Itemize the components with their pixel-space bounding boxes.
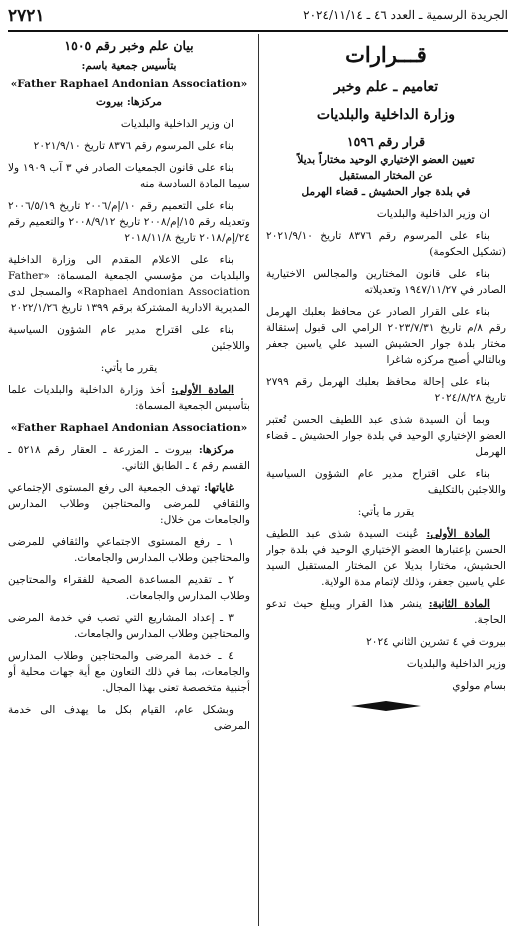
article-label: المادة الأولى: <box>171 384 234 396</box>
article-1 <box>266 526 506 590</box>
signature-date: بيروت في ٤ تشرين الثاني ٢٠٢٤ <box>366 636 506 648</box>
paragraph: ان وزير الداخلية والبلديات <box>120 118 234 130</box>
goals <box>8 480 250 528</box>
paragraph: بناء على قانون الجمعيات الصادر في ٣ آب ١٩٠٩ ولا سيما المادة السادسة منه <box>8 162 250 190</box>
article-1 <box>8 382 250 414</box>
association-hq: مركزها: بيروت <box>96 96 162 108</box>
decision-title-1: تعيين العضو الإختياري الوحيد مختاراً بديلاً <box>297 154 475 166</box>
article-label: المادة الثانية: <box>428 598 490 610</box>
hq-detail <box>8 442 250 474</box>
goals-label: غاياتها: <box>204 482 235 494</box>
goal-item: ٣ ـ إعداد المشاريع التي تصب في خدمة المرضى والمحتاجين وطلاب المدارس والجامعات. <box>8 612 250 640</box>
notice-title: بيان علم وخبر رقم ١٥٠٥ <box>64 38 194 53</box>
paragraph: بناء على القرار الصادر عن محافظ بعلبك الهرمل رقم ٨/م تاريخ ٢٠٢٣/٧/٣١ الرامي الى قبول إستقالة مختار بلدة جوار الحشيش السيد علي ياسين جعفر وبالتالي أصبح مركزه شاغرا <box>266 306 506 366</box>
end-ornament-icon <box>351 700 421 712</box>
association-name: «Father Raphael Andonian Association» <box>10 78 248 90</box>
signature-name: بسام مولوي <box>452 680 506 692</box>
page-number: ٢٧٢١ <box>8 6 45 26</box>
goal-item: وبشكل عام، القيام بكل ما يهدف الى خدمة المرضى <box>8 704 250 732</box>
page-header <box>8 6 508 28</box>
section-heading: قـــرارات <box>345 42 427 67</box>
section-subheading: تعاميم ـ علم وخبر <box>333 79 439 95</box>
paragraph: بناء على المرسوم رقم ٨٣٧٦ تاريخ ٢٠٢١/٩/١٠ <box>33 140 234 152</box>
column-divider <box>258 34 259 926</box>
paragraph: بناء على إحالة محافظ بعلبك الهرمل رقم ٢٧٩٩ تاريخ ٢٠٢٤/٨/٢٨ <box>266 376 506 404</box>
hq-text: بيروت ـ المزرعة ـ العقار رقم ٥٢١٨ ـ القسم رقم ٤ ـ الطابق الثاني. <box>8 444 250 472</box>
goal-item: ٤ ـ خدمة المرضى والمحتاجين وطلاب المدارس والجامعات، بما في ذلك التعاون مع أية جهات محلية أو أجنبية متخصصة تعنى بهذا المجال. <box>8 650 250 694</box>
ministry-name: وزارة الداخلية والبلديات <box>316 107 456 123</box>
paragraph: وبما أن السيدة شذى عبد اللطيف الحسن تُعتبر العضو الإختياري الوحيد في بلدة جوار الحشيش ـ قضاء الهرمل <box>266 414 506 458</box>
paragraph: بناء على قانون المختارين والمجالس الاختيارية الصادر في ١٩٤٧/١١/٢٧ وتعديلاته <box>266 268 506 296</box>
hq-label: مركزها: <box>198 444 234 456</box>
paragraph: بناء على الاعلام المقدم الى وزارة الداخلية والبلديات من مؤسسي الجمعية المسماة: «Father Raphael Andonian Association» والمسجل لدى المديرية الادارية المشتركة برقم ١٣٩٩ تاريخ ٢٠٢٢/١/٢٦ <box>8 254 250 314</box>
paragraph: بناء على اقتراح مدير عام الشؤون السياسية واللاجئين <box>8 324 250 352</box>
article-label: المادة الأولى: <box>426 528 490 540</box>
decides-line: يقرر ما يأتي: <box>357 506 415 518</box>
header-rule <box>8 30 508 32</box>
article-text: أخذ وزارة الداخلية والبلديات علما بتأسيس الجمعية المسماة: <box>8 384 250 412</box>
notice-subtitle: بتأسيس جمعية باسم: <box>81 60 177 72</box>
goal-item: ٢ ـ تقديم المساعدة الصحية للفقراء والمحتاجين وطلاب المدارس والجامعات. <box>8 574 250 602</box>
paragraph: ان وزير الداخلية والبلديات <box>376 208 490 220</box>
decision-number: قرار رقم ١٥٩٦ <box>346 134 426 149</box>
paragraph: بناء على اقتراح مدير عام الشؤون السياسية واللاجئين بالتكليف <box>266 468 506 496</box>
decides-line: يقرر ما يأتي: <box>100 362 158 374</box>
gazette-issue-line: الجريدة الرسمية ـ العدد ٤٦ ـ ٢٠٢٤/١١/١٤ <box>303 8 508 22</box>
article-text: عُينت السيدة شذى عبد اللطيف الحسن بإعتبارها العضو الإختياري الوحيد في بلدة جوار الحشيش، مختارا بديلا عن المختار المستقبل السيد علي ياسين جعفر، وذلك لإتمام مدة الولاية. <box>266 528 506 588</box>
goals-text: تهدف الجمعية الى رفع المستوى الإجتماعي والثقافي للمرضى والمحتاجين وطلاب المدارس والجامعات من خلال: <box>8 482 250 526</box>
decision-title-2: عن المختار المستقبل <box>339 170 433 182</box>
paragraph: بناء على المرسوم رقم ٨٣٧٦ تاريخ ٢٠٢١/٩/١٠ (تشكيل الحكومة) <box>266 230 506 258</box>
association-name-repeat: «Father Raphael Andonian Association» <box>10 422 248 434</box>
goal-item: ١ ـ رفع المستوى الاجتماعي والثقافي للمرضى والمحتاجين وطلاب المدارس والجامعات. <box>8 536 250 564</box>
decision-title-3: في بلدة جوار الحشيش ـ قضاء الهرمل <box>301 186 471 198</box>
right-column <box>266 36 506 712</box>
signature-title: وزير الداخلية والبلديات <box>406 658 506 670</box>
paragraph: بناء على التعميم رقم ١٠/إم/٢٠٠٦ تاريخ ٢٠٠٦/٥/١٩ وتعديله رقم ١٥/إم/٢٠٠٨ تاريخ ٢٠٠٨/٩/١٢ والتعميم رقم ٢٤/إم/٢٠١٨ تاريخ ٢٠١٨/١١/٨ <box>8 200 250 244</box>
article-2 <box>266 596 506 628</box>
article-text: ينشر هذا القرار ويبلغ حيث تدعو الحاجة. <box>266 598 506 626</box>
left-column <box>8 36 250 740</box>
